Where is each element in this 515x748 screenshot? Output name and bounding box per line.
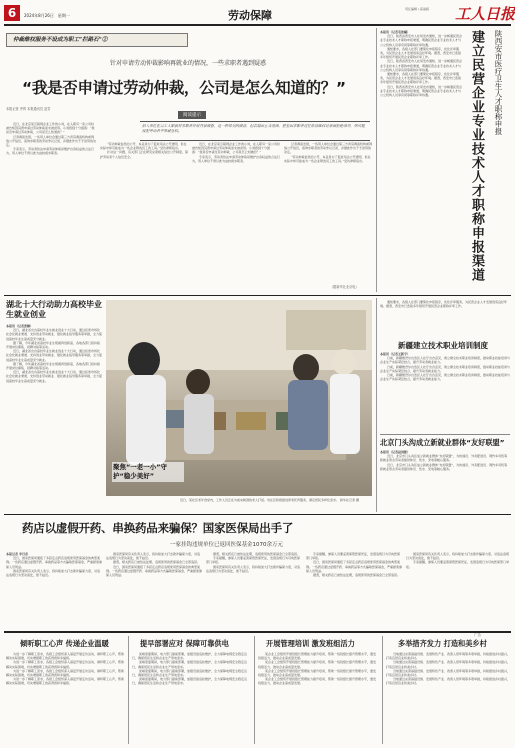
pharmacy-paragraph: 国家医保局有关负责人表示，将持续加大打击欺诈骗保力度，对违法违规行为坚决查处，绝不姑息。 [106,552,201,561]
hubei-paragraph: 近日，湖北省出台高校毕业生就业创业十大行动，通过拓宽市场化社会化就业渠道、支持创业带动就业、强化就业指导服务等举措，全力促进高校毕业生高质量充分就业。 [6,328,102,341]
brief-1-paragraph: 日前，新疆维吾尔自治区人社厅出台意见，建立健全技术职业培训制度，推动职业技能培训与企业生产实际紧密结合，提升劳动者就业能力。 [380,373,510,382]
bottom-col-paragraph: 为进一步了解职工需求，各级工会组织深入基层开展走访活动，倾听职工心声，帮助解决实际困难，切实增强职工的获得感和幸福感。 [6,668,124,678]
right-story-byline: 本报讯（记者毛浓曦） [380,30,411,34]
editor-note-text: 招人单位在员工入职前对求职者开展背景调查，是一种常见的做法，但若超出正当范围，甚至因求职者过往依法维权记录而拒绝录用，则可能侵犯劳动者平等就业权。 [142,124,365,133]
lead-paragraph: 专家表示，劳动者依法申请劳动仲裁是维护自身权益的合法行为，用人单位不得以此为由歧视求职者。 [192,154,280,163]
lead-paragraph: “劳动仲裁信息的公开，本意是为了促进司法公开透明，但在实际中却可能成为一些企业筛选员工的工具。”受访律师指出。 [284,154,371,163]
lead-kicker: 针对申请劳动仲裁影响再就业的情况，一些求职者遇到疑惑 [110,60,267,67]
pharmacy-paragraph: 据悉，相关药店已被依法处理，违规使用的医保基金已全部追回。 [313,573,401,578]
edition-info: 责任编辑 / 高丽娟 [405,7,429,11]
pharmacy-subhead: 一家挂钩违规单位已返回医保基金1070余万元 [170,542,283,548]
pharmacy-paragraph: 据悉，相关药店已被依法处理，违规使用的医保基金已全部追回。 [113,560,201,565]
pharmacy-paragraph: 近日，国家医保局通报了多起定点药店违规使用医保基金的典型案例。一些药店通过虚假开药、串换药品等方式骗取医保基金，严重损害参保人员利益。 [6,556,102,569]
bottom-col-paragraph: 当地通过完善基础设施、发展特色产业、改善人居环境等多项举措，持续推进乡村振兴，打造宜居宜业和美乡村。 [386,660,510,669]
lead-footer-credit: （据新华社北京电） [330,285,359,289]
pharmacy-paragraph: 国家医保局有关负责人表示，将持续加大打击欺诈骗保力度，对违法违规行为坚决查处，绝不姑息。 [206,564,301,573]
series-banner-label: 仲裁维权服务不设成为职工“拦路石”② [13,37,108,43]
pharmacy-paragraph: 专家提醒，参保人员要妥善保管医保凭证，发现违规行为可向医保部门举报。 [206,556,301,565]
hubei-paragraph: 近日，湖北省出台高校毕业生就业创业十大行动，通过拓宽市场化社会化就业渠道、支持创业带动就业、强化就业指导服务等举措，全力促进高校毕业生高质量充分就业。 [6,370,102,383]
hubei-body [6,324,102,504]
bottom-col-1-headline: 倾听职工心声 传递企业温暖 [20,639,109,648]
bottom-col-paragraph: 某企业工会组织开展班组长管理能力提升培训，帮助一线班组长提升管理水平，激发班组活力，推动企业高质量发展。 [258,660,377,669]
brief-2-paragraph: 近日，北京市门头沟区成立新就业群体“友好联盟”，为快递员、外卖配送员、网约车司机等新就业形态劳动者提供休息、饮水、充电等暖心服务。 [380,454,508,463]
bottom-col-3-headline: 开展管理培训 激发班组活力 [266,639,355,648]
right-story-paragraph: 通知要求，各级人社部门要简化申报程序，优化评审服务，为民营企业人才发展创造良好环境。据悉，西安市已连续多年组织开展民营企业职称评审工作。 [380,72,462,85]
bottom-col-2-body [132,652,250,744]
right-story-paragraph: 近日，陕西省西安市人社局发布通知，进一步畅通民营企业专业技术人才职称申报渠道，明确民营企业专业技术人才与公立机构人员享有同等职称评审待遇。 [380,34,462,47]
lead-paragraph: 近日，在北京某互联网企业工作的小刘，在入职另一家公司时被告知因其曾申请过劳动仲裁而未被录用。小刘感到十分困惑：“我是否申请过劳动仲裁，公司是怎么知道的？” [192,142,280,155]
right-story-paragraph: 近日，陕西省西安市人社局发布通知，进一步畅通民营企业专业技术人才职称申报渠道，明确民营企业专业技术人才与公立机构人员享有同等职称评审待遇。 [380,59,462,72]
bottom-col-3-body [258,652,378,744]
right-story-paragraph: 近日，陕西省西安市人社局发布通知，进一步畅通民营企业专业技术人才职称申报渠道，明确民营企业专业技术人才与公立机构人员享有同等职称评审待遇。 [380,84,462,98]
hubei-paragraph: 据了解，今年湖北省高校毕业生规模再创新高，各地各部门将持续开展岗位募集、招聘对接等活动。 [6,340,101,350]
lead-body-col-2 [100,142,188,292]
news-photo [106,300,372,496]
hubei-byline: 本报讯（记者张翀） [6,324,34,328]
pharmacy-paragraph: 据悉，相关药店已被依法处理，违规使用的医保基金已全部追回。 [213,552,301,556]
photo-caption [180,498,372,510]
right-lower-top-body [380,300,510,336]
right-vertical-title: 陕西安市医疗卫生人才职称申报 [494,30,503,135]
lead-byline: 本报记者 齐筠 本报通讯员 赵雪 [6,107,51,111]
photo-credit: 新华社记者 摄 [339,498,359,502]
hubei-paragraph: 近日，湖北省出台高校毕业生就业创业十大行动，通过拓宽市场化社会化就业渠道、支持创业带动就业、强化就业指导服务等举措，全力促进高校毕业生高质量充分就业。 [6,349,102,362]
right-column-divider [376,28,377,292]
bottom-col-paragraph: 当地通过完善基础设施、发展特色产业、改善人居环境等多项举措，持续推进乡村振兴，打造宜居宜业和美乡村。 [386,652,510,661]
pharmacy-byline: 本报记者 李丹青 [6,552,29,556]
photo-caption-text: 近日，某社区老年食堂内，工作人员正在为前来就餐的老人打饭。该社区积极推进养老托育服务，满足居民多样化需求。 [180,498,340,502]
bottom-divider-2 [254,636,255,744]
brief-1-paragraph: 日前，新疆维吾尔自治区人社厅出台意见，建立健全技术职业培训制度，推动职业技能培训与企业生产实际紧密结合，提升劳动者就业能力。 [380,364,510,373]
bottom-divider-3 [382,636,383,744]
lead-headline: “我是否申请过劳动仲裁，公司是怎么知道的？” [22,79,346,97]
brief-1-headline: 新疆建立技术职业培训制度 [398,341,488,350]
pharmacy-paragraph: 近日，国家医保局通报了多起定点药店违规使用医保基金的典型案例。一些药店通过虚假开药、串换药品等方式骗取医保基金，严重损害参保人员利益。 [106,564,202,578]
bottom-col-paragraph: 当地通过完善基础设施、发展特色产业、改善人居环境等多项举措，持续推进乡村振兴，打造宜居宜业和美乡村。 [386,677,510,686]
lead-body-col-3 [192,142,280,292]
section-rule-upper [4,295,511,296]
editor-note-tag: 阅读提示 [178,111,206,119]
bottom-col-paragraph: 某企业工会组织开展班组长管理能力提升培训，帮助一线班组长提升管理水平，激发班组活力，推动企业高质量发展。 [258,652,377,661]
bottom-col-paragraph: 为进一步了解职工需求，各级工会组织深入基层开展走访活动，倾听职工心声，帮助解决实际困难，切实增强职工的获得感和幸福感。 [6,652,124,661]
hubei-paragraph: 据了解，今年湖北省高校毕业生规模再创新高，各地各部门将持续开展岗位募集、招聘对接等活动。 [6,361,101,371]
bottom-col-paragraph: 迎峰度夏期间，电力部门提前部署，加强设备巡检维护，全力保障电网安全稳定运行，确保居民生活和企业生产用电需求。 [132,677,248,686]
bottom-col-paragraph: 迎峰度夏期间，电力部门提前部署，加强设备巡检维护，全力保障电网安全稳定运行，确保居民生活和企业生产用电需求。 [132,652,248,661]
brief-2-byline: 本报讯（记者赵剑影） [380,450,411,454]
ad-label: 广告 [474,633,481,637]
series-banner [6,33,188,47]
section-title: 劳动保障 [228,9,272,22]
bottom-col-1-body [6,652,124,744]
right-story-body [380,30,462,290]
section-rule-middle [4,514,511,515]
brief-1-paragraph: 日前，新疆维吾尔自治区人社厅出台意见，建立健全技术职业培训制度，推动职业技能培训与企业生产实际紧密结合，提升劳动者就业能力。 [380,356,510,365]
pharmacy-headline: 药店以虚假开药、串换药品来骗保？国家医保局出手了 [22,521,294,535]
lead-body-col-4 [284,142,372,282]
lead-paragraph: 专家表示，劳动者依法申请劳动仲裁是维护自身权益的合法行为，用人单位不得以此为由歧视求职者。 [6,147,95,156]
editor-note [140,121,370,141]
pharmacy-paragraph: 专家提醒，参保人员要妥善保管医保凭证，发现违规行为可向医保部门举报。 [406,560,510,569]
pharmacy-col-3 [206,552,302,628]
brief-2-headline: 北京门头沟成立新就业群体“友好联盟” [380,438,505,447]
lead-paragraph: “劳动仲裁信息的公开，本意是为了促进司法公开透明，但在实际中却可能成为一些企业筛选员工的工具。”受访律师指出。 [100,142,187,151]
bottom-col-4-headline: 多举措齐发力 打造和美乡村 [398,639,487,648]
bottom-col-paragraph: 迎峰度夏期间，电力部门提前部署，加强设备巡检维护，全力保障电网安全稳定运行，确保居民生活和企业生产用电需求。 [132,660,248,669]
bottom-col-paragraph: 为进一步了解职工需求，各级工会组织深入基层开展走访活动，倾听职工心声，帮助解决实际困难，切实增强职工的获得感和幸福感。 [6,677,124,686]
lead-paragraph: 近日，在北京某互联网企业工作的小刘，在入职另一家公司时被告知因其曾申请过劳动仲裁而未被录用。小刘感到十分困惑：“我是否申请过劳动仲裁，公司是怎么知道的？” [6,122,95,135]
bottom-col-paragraph: 迎峰度夏期间，电力部门提前部署，加强设备巡检维护，全力保障电网安全稳定运行，确保居民生活和企业生产用电需求。 [132,668,248,678]
newspaper-logo: 工人日报 [455,5,515,23]
lead-body-col-1 [6,122,96,292]
bottom-col-4-body [386,652,510,744]
lead-paragraph: 记者调查发现，一些用人单位会通过第三方背景调查机构或网络公开信息，查询求职者的劳动争议记录，并据此作出不予录用的决定。 [284,142,372,155]
brief-2-paragraph: 近日，北京市门头沟区成立新就业群体“友好联盟”，为快递员、外卖配送员、网约车司机等新就业形态劳动者提供休息、饮水、充电等暖心服务。 [380,462,508,471]
brief-1-body [380,352,510,432]
page-number: 6 [4,5,20,21]
lead-paragraph: 针对这一问题，有关部门正在研究完善相关信息公开制度，保护劳动者个人信息安全。 [100,150,188,159]
masthead-rule [4,24,511,26]
bottom-divider-1 [128,636,129,744]
brief-2-body [380,450,510,510]
bottom-col-paragraph: 当地通过完善基础设施、发展特色产业、改善人居环境等多项举措，持续推进乡村振兴，打造宜居宜业和美乡村。 [386,668,510,678]
right-lower-divider [376,298,377,512]
bottom-col-paragraph: 某企业工会组织开展班组长管理能力提升培训，帮助一线班组长提升管理水平，激发班组活力，推动企业高质量发展。 [258,668,377,678]
bottom-col-2-headline: 提早部署应对 保障可靠供电 [140,639,229,648]
pharmacy-paragraph: 国家医保局有关负责人表示，将持续加大打击欺诈骗保力度，对违法违规行为坚决查处，绝不姑息。 [406,552,510,561]
date-line: 2024年8月26日 星期一 [24,13,70,18]
photo-caption-title: 聚焦“一老一小”守护“稳少美好” [112,462,184,482]
right-story-paragraph: 通知要求，各级人社部门要简化申报程序，优化评审服务，为民营企业人才发展创造良好环境。据悉，西安市已连续多年组织开展民营企业职称评审工作。 [380,46,462,60]
pharmacy-paragraph: 专家提醒，参保人员要妥善保管医保凭证，发现违规行为可向医保部门举报。 [306,552,401,561]
pharmacy-col-2 [106,552,202,628]
brief-1-byline: 本报讯（记者王新宇） [380,352,411,356]
pharmacy-paragraph: 国家医保局有关负责人表示，将持续加大打击欺诈骗保力度，对违法违规行为坚决查处，绝不姑息。 [6,568,101,578]
lead-paragraph: 记者调查发现，一些用人单位会通过第三方背景调查机构或网络公开信息，查询求职者的劳动争议记录，并据此作出不予录用的决定。 [6,134,96,148]
pharmacy-col-5 [406,552,510,628]
pharmacy-col-4 [306,552,402,628]
right-vertical-headline: 建立民营企业专业技术人才职称申报渠道 [469,30,484,282]
hubei-headline: 湖北十大行动助力高校毕业生就业创业 [6,300,102,319]
bottom-col-paragraph: 某企业工会组织开展班组长管理能力提升培训，帮助一线班组长提升管理水平，激发班组活力，推动企业高质量发展。 [258,677,377,686]
pharmacy-paragraph: 近日，国家医保局通报了多起定点药店违规使用医保基金的典型案例。一些药店通过虚假开药、串换药品等方式骗取医保基金，严重损害参保人员利益。 [306,560,402,573]
right-story-paragraph: 通知要求，各级人社部门要简化申报程序，优化评审服务，为民营企业人才发展创造良好环境。据悉，西安市已连续多年组织开展民营企业职称评审工作。 [380,300,508,309]
brief-separator [380,434,510,435]
ad-rule [4,631,511,633]
bottom-col-paragraph: 为进一步了解职工需求，各级工会组织深入基层开展走访活动，倾听职工心声，帮助解决实际困难，切实增强职工的获得感和幸福感。 [6,660,124,669]
pharmacy-col-1 [6,552,102,628]
